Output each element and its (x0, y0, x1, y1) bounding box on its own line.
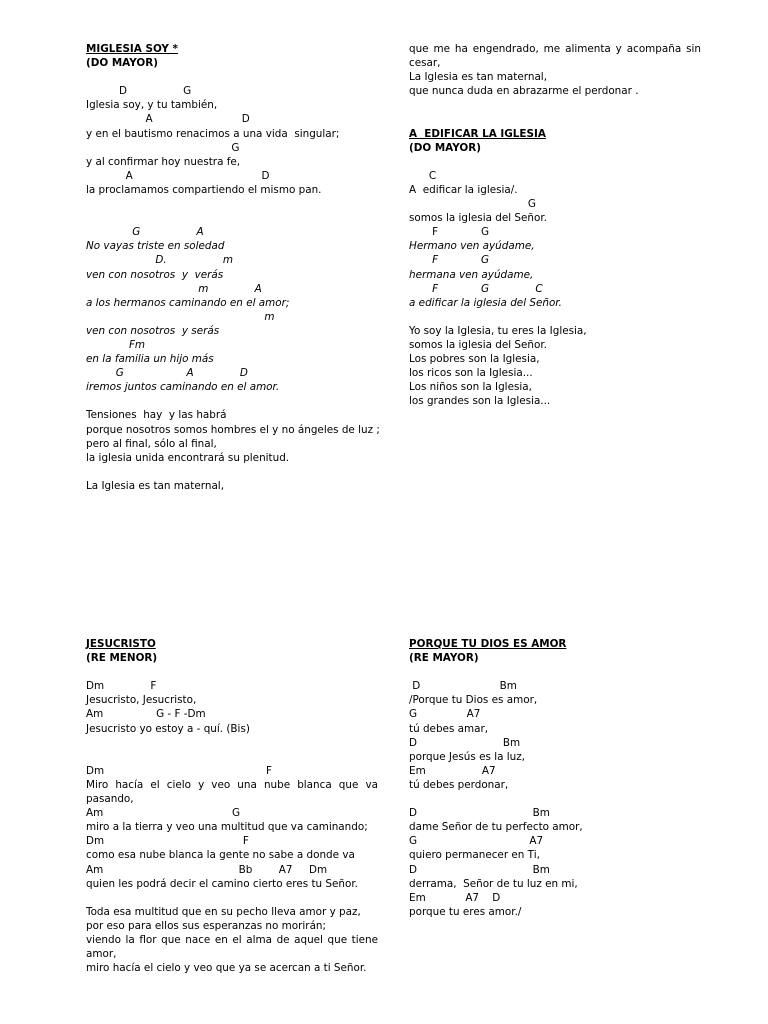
chord-line: D. m (86, 254, 233, 267)
chord-line: D Bm (409, 807, 550, 820)
chord-line: D Bm (409, 680, 517, 693)
lyric-line: la iglesia unida encontrará su plenitud. (86, 451, 290, 464)
chord-line: Em A7 D (409, 891, 501, 904)
lyric-line: viendo la flor que nace en el alma de aquel que tiene amor, (86, 933, 378, 961)
blank-line (409, 310, 701, 324)
blank-line (86, 665, 378, 679)
lyric-line: como esa nube blanca la gente no sabe a donde va (86, 849, 355, 862)
chord-line: Am Bb A7 Dm (86, 863, 328, 876)
lyric-line: No vayas triste en soledad (86, 240, 225, 253)
chord-line: F G (409, 254, 490, 267)
chord-line: F G C (409, 282, 543, 295)
lyric-line: La Iglesia es tan maternal, (409, 71, 547, 84)
chord-line: Dm F (86, 835, 249, 848)
lyric-line: tú debes amar, (409, 722, 489, 735)
lyric-line: los grandes son la Iglesia... (409, 395, 551, 408)
chord-line: G A7 (409, 835, 544, 848)
lyric-line: que nunca duda en abrazarme el perdonar . (409, 85, 639, 98)
chord-line: A D (86, 169, 270, 182)
lyric-line: Jesucristo yo estoy a - quí. (Bis) (86, 722, 250, 735)
chord-line: D G (86, 85, 192, 98)
lyric-line: /Porque tu Dios es amor, (409, 694, 538, 707)
chord-line: D Bm (409, 863, 550, 876)
lyric-line: que me ha engendrado, me alimenta y acompaña sin cesar, (409, 43, 701, 70)
lyric-line: los ricos son la Iglesia... (409, 367, 533, 380)
song-key: (DO MAYOR) (86, 57, 158, 70)
lyric-line: y en el bautismo renacimos a una vida singular; (86, 127, 340, 140)
blank-line (86, 394, 378, 408)
chord-line: Am G - F -Dm (86, 708, 206, 721)
lyric-line: por eso para ellos sus esperanzas no morirán; (86, 919, 327, 932)
lyric-line: miro hacía el cielo y veo que ya se acercan a ti Señor. (86, 962, 367, 975)
chord-line: F G (409, 226, 490, 239)
blank-line (409, 665, 701, 679)
song-key: (RE MAYOR) (409, 652, 479, 665)
blank-line (86, 891, 378, 905)
lyric-line: Los niños son la Iglesia, (409, 381, 532, 394)
song-miglesia-soy (86, 42, 378, 493)
chord-line: A D (86, 113, 250, 126)
chord-line: Em A7 (409, 764, 496, 777)
song-title: MIGLESIA SOY * (86, 43, 178, 55)
chord-line: Am G (86, 807, 241, 820)
song-key: (DO MAYOR) (409, 141, 481, 154)
chord-line: m A (86, 282, 262, 295)
blank-line (409, 112, 701, 126)
blank-line (409, 155, 701, 169)
lyric-line: a los hermanos caminando en el amor; (86, 296, 290, 309)
lyric-line: ven con nosotros y serás (86, 324, 220, 337)
lyric-line: y al confirmar hoy nuestra fe, (86, 155, 241, 168)
lyric-line: en la familia un hijo más (86, 353, 214, 366)
song-jesucristo (86, 637, 378, 975)
lyric-line: somos la iglesia del Señor. (409, 338, 547, 351)
blank-line (86, 197, 378, 211)
lyric-line: pero al final, sólo al final, (86, 437, 217, 450)
song-porque-tu-dios-es-amor (409, 637, 701, 919)
lyric-line: porque tu eres amor./ (409, 905, 522, 918)
lyric-line: Los pobres son la Iglesia, (409, 353, 540, 366)
chord-line: m (86, 310, 275, 323)
chord-line: Dm F (86, 764, 272, 777)
lyric-line: Hermano ven ayúdame, (409, 240, 535, 253)
blank-line (86, 750, 378, 764)
chord-line: G (409, 198, 536, 211)
chord-line: D Bm (409, 736, 521, 749)
lyric-line: la proclamamos compartiendo el mismo pan. (86, 183, 322, 196)
song-title: A EDIFICAR LA IGLESIA (409, 127, 546, 140)
lyric-line: Miro hacía el cielo y veo una nube blanca que va pasando, (86, 778, 378, 806)
chord-line: Dm F (86, 680, 157, 693)
chord-line: G (86, 141, 240, 154)
lyric-line: Yo soy la Iglesia, tu eres la Iglesia, (409, 324, 587, 337)
lyric-line: miro a la tierra y veo una multitud que va caminando; (86, 821, 368, 834)
lyric-line: Tensiones hay y las habrá (86, 409, 227, 422)
lyric-line: quien les podrá decir el camino cierto eres tu Señor. (86, 877, 358, 890)
lyric-line: tú debes perdonar, (409, 778, 509, 791)
lyric-line: derrama, Señor de tu luz en mi, (409, 877, 578, 890)
chord-line: Fm (86, 338, 146, 351)
lyric-line: porque nosotros somos hombres el y no ángeles de luz ; (86, 423, 380, 436)
lyric-line: porque Jesús es la luz, (409, 750, 525, 763)
chord-line: G A7 (409, 708, 481, 721)
lyric-line: a edificar la iglesia del Señor. (409, 296, 562, 309)
lyric-line: Toda esa multitud que en su pecho lleva amor y paz, (86, 905, 361, 918)
lyric-line: Jesucristo, Jesucristo, (86, 694, 197, 707)
chord-line: G A (86, 226, 204, 239)
blank-line (86, 736, 378, 750)
blank-line (409, 792, 701, 806)
lyric-line: iremos juntos caminando en el amor. (86, 381, 280, 394)
blank-line (409, 98, 701, 112)
lyric-line: quiero permanecer en Ti, (409, 849, 540, 862)
lyric-line: A edificar la iglesia/. (409, 183, 518, 196)
lyric-line: somos la iglesia del Señor. (409, 212, 547, 225)
song-title: PORQUE TU DIOS ES AMOR (409, 638, 567, 650)
lyric-line: Iglesia soy, y tu también, (86, 99, 218, 112)
chord-line: G A D (86, 367, 248, 380)
lyric-line: La Iglesia es tan maternal, (86, 479, 224, 492)
lyric-line: hermana ven ayúdame, (409, 268, 534, 281)
song-key: (RE MENOR) (86, 652, 158, 665)
blank-line (86, 465, 378, 479)
blank-line (86, 211, 378, 225)
lyric-line: ven con nosotros y verás (86, 268, 224, 281)
blank-line (86, 70, 378, 84)
lyric-line: dame Señor de tu perfecto amor, (409, 821, 583, 834)
song-a-edificar-la-iglesia (409, 42, 701, 408)
chord-line: C (409, 169, 437, 182)
song-title: JESUCRISTO (86, 638, 156, 650)
